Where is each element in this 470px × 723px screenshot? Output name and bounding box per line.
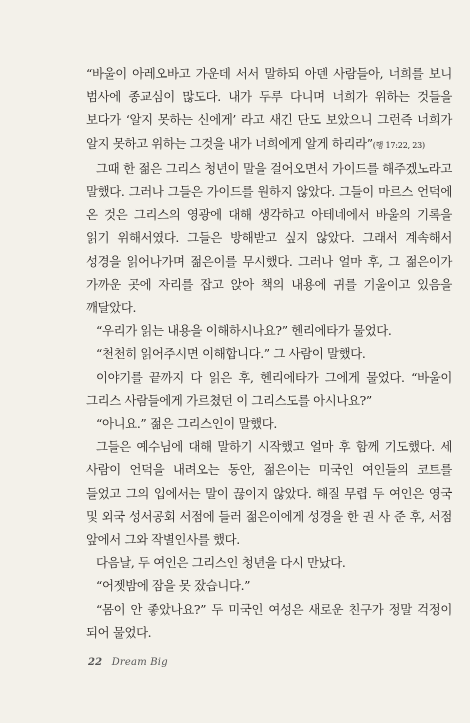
page-body (86, 62, 452, 644)
paragraph: 그때 한 젊은 그리스 청년이 말을 걸어오면서 가이드를 해주겠노라고 말했다. 그러나 그들은 가이드를 원하지 않았다. 그들이 마르스 언덕에 온 것은 그리스의 영광에 대해 생각하고 아테네에서 바울의 기록을 읽기 위해서였다. 그들은 방해받고 싶지 않았다. 그래서 계속해서 성경을 읽어나가며 젊은이를 무시했다. 그러나 얼마 후, 그 젊은이가 가까운 곳에 자리를 잡고 앉아 책의 내용에 귀를 기울이고 있음을 깨달았다. (86, 160, 452, 316)
paragraph: 다음날, 두 여인은 그리스인 청년을 다시 만났다. (96, 555, 346, 571)
paragraph: “우리가 읽는 내용을 이해하시나요?” 헨리에타가 물었다. (96, 323, 392, 339)
paragraph-text: “바울이 아레오바고 가운데 서서 말하되 아덴 사람들아, 너희를 보니 범사에 종교심이 많도다. 내가 두루 다니며 너희가 위하는 것들을 보다가 ‘알지 못하는 신에게’ 라고 새긴 단도 보았으니 그런즉 너희가 알지 못하고 위하는 그것을 내가 너희에게 알게 하리라” (86, 66, 452, 151)
paragraph: “천천히 읽어주시면 이해합니다.” 그 사람이 말했다. (96, 346, 366, 362)
page-footer (88, 657, 168, 668)
verse-reference: (행 17:22, 23) (372, 140, 425, 150)
page-number: 22 (88, 657, 103, 668)
book-title: Dream Big (111, 657, 168, 668)
paragraph-quote (86, 62, 452, 157)
paragraph: “어젯밤에 잠을 못 잤습니다.” (96, 578, 251, 594)
paragraph: “몸이 안 좋았나요?” 두 미국인 여성은 새로운 친구가 정말 걱정이 되어 물었다. (86, 601, 452, 640)
paragraph: 이야기를 끝까지 다 읽은 후, 헨리에타가 그에게 물었다. “바울이 그리스 사람들에게 가르쳤던 이 그리스도를 아시나요?” (86, 369, 452, 408)
paragraph: “아니요.” 젊은 그리스인이 말했다. (96, 416, 277, 432)
paragraph: 그들은 예수님에 대해 말하기 시작했고 얼마 후 함께 기도했다. 세 사람이 언덕을 내려오는 동안, 젊은이는 미국인 여인들의 코트를 들었고 그의 입에서는 말이 끊이지 않았다. 해질 무렵 두 여인은 영국 및 외국 성서공회 서점에 들러 젊은이에게 성경을 한 권 사 준 후, 서점 앞에서 그와 작별인사를 했다. (86, 439, 452, 548)
